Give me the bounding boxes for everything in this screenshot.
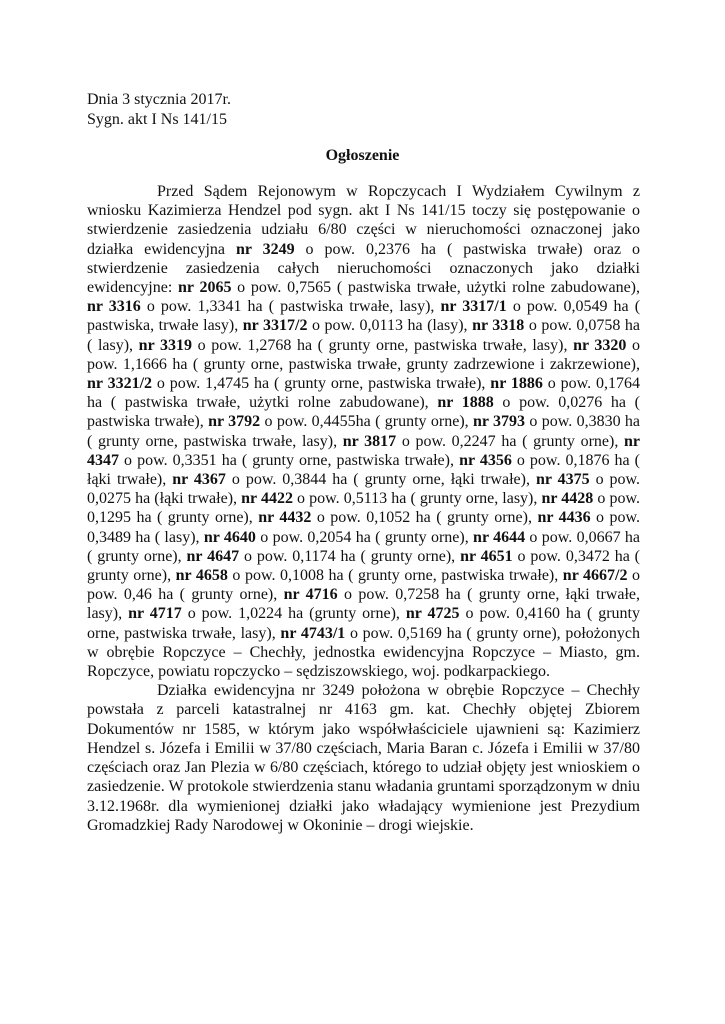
parcel-description: o pow. 0,0276 ha ( pastwiska trwałe), xyxy=(87,394,641,431)
parcel-number: nr 4716 xyxy=(283,586,338,604)
parcel-description: o pow. 0,0275 ha (łąki trwałe), xyxy=(87,471,641,508)
parcel-description: o pow. 0,0549 ha ( pastwiska, trwałe lasy), xyxy=(87,298,641,335)
parcel-description: o pow. 1,1666 ha ( grunty orne, pastwiska trwałe, grunty zadrzewione i zakrzewione), xyxy=(87,336,641,373)
parcel-number: nr 4432 xyxy=(258,509,312,527)
parcel-description: o pow. 0,0113 ha (lasy), xyxy=(307,317,468,335)
document-body xyxy=(87,182,640,835)
paragraph-parcels xyxy=(87,182,640,681)
parcel-number: nr 3793 xyxy=(473,413,526,431)
parcel-description: o pow. 0,4160 ha ( grunty orne, pastwiska trwałe, lasy), xyxy=(87,605,640,642)
parcel-spacer xyxy=(225,241,236,258)
parcel-number: nr 4367 xyxy=(172,471,226,489)
document-title: Ogłoszenie xyxy=(325,147,400,164)
parcel-description: o pow. 0,7258 ha ( grunty orne, łąki trwałe, lasy), xyxy=(87,586,640,623)
parcel-number: nr 4644 xyxy=(473,528,526,546)
parcel-number: nr 4436 xyxy=(537,509,591,527)
parcel-description: o pow. 0,7565 ( pastwiska trwałe, użytki rolne zabudowane), xyxy=(231,279,640,297)
parcel-number: nr 4347 xyxy=(87,432,640,469)
parcel-number: nr 4356 xyxy=(459,451,512,469)
parcel-description: o pow. 0,4455ha ( grunty orne), xyxy=(260,413,469,431)
parcel-description: o pow. 0,1764 ha ( pastwiska trwałe, użytki rolne zabudowane), xyxy=(87,375,641,412)
case-reference: Sygn. akt I Ns 141/15 xyxy=(87,111,227,128)
parcel-number: nr 4647 xyxy=(186,547,240,565)
parcel-description: o pow. 0,3351 ha ( grunty orne, pastwiska trwałe), xyxy=(119,451,454,469)
parcel-description: o pow. 0,0667 ha ( grunty orne), xyxy=(87,528,641,565)
parcel-description: o pow. 0,3844 ha ( grunty orne, łąki trwałe), xyxy=(225,471,530,489)
parcel-description: o pow. 0,3472 ha ( grunty orne), xyxy=(87,547,641,585)
parcel-number: nr 4428 xyxy=(541,490,594,508)
parcel-number: nr 4667/2 xyxy=(562,567,628,585)
parcel-number: nr 3249 xyxy=(235,240,295,258)
paragraph-intro: Przed Sądem Rejonowym w Ropczycach I Wydziałem Cywilnym z wniosku Kazimierza Hendzel pod sygn. akt I Ns 141/15 toczy się postępowanie o stwierdzenie zasiedzenia udziału 6/80 części w nieruchomości oznaczonej jako działka ewidencyjna xyxy=(87,183,640,258)
parcel-number: nr 4375 xyxy=(535,471,590,489)
document-header xyxy=(87,90,231,130)
parcel-description: o pow. 0,1295 ha ( grunty orne), xyxy=(87,490,641,527)
parcel-number: nr 1886 xyxy=(490,375,543,393)
parcel-number: nr 3317/2 xyxy=(242,317,308,335)
parcel-description: o pow. 0,3489 ha ( lasy), xyxy=(87,509,641,546)
parcel-description: o pow. 0,1876 ha ( łąki trwałe), xyxy=(87,451,641,489)
parcel-description: o pow. 0,0758 ha ( lasy), xyxy=(87,317,641,354)
parcel-number: nr 2065 xyxy=(178,279,232,297)
parcel-description: o pow. 1,2768 ha ( grunty orne, pastwiska trwałe, lasy), xyxy=(192,336,568,354)
parcel-number: nr 4422 xyxy=(241,490,293,508)
parcel-number: nr 3318 xyxy=(472,317,525,335)
parcel-description: o pow. 0,1052 ha ( grunty orne), xyxy=(311,509,532,527)
parcel-number: nr 3316 xyxy=(87,298,141,316)
parcel-number: nr 4658 xyxy=(175,567,228,585)
parcel-number: nr 3320 xyxy=(573,336,627,354)
parcel-number: nr 4640 xyxy=(203,528,256,546)
paragraph-history: Działka ewidencyjna nr 3249 położona w obrębie Ropczyce – Chechły powstała z parceli katastralnej nr 4163 gm. kat. Chechły objętej Zbiorem Dokumentów nr 1585, w którym jako współwłaściciele ujawnieni są: Kazimierz Hendzel s. Józefa i Emilii w 37/80 częściach, Maria Baran c. Józefa i Emilii w 37/80 częściach oraz Jan Plezia w 6/80 częściach, którego to udział objęty jest wnioskiem o zasiedzenie. W protokole stwierdzenia stanu władania gruntami sporządzonym w dniu 3.12.1968r. dla wymienionej działki jako władający wymienione jest Prezydium Gromadzkiej Rady Narodowej w Okoninie – drogi wiejskie. xyxy=(87,682,641,834)
parcel-number: nr 3317/1 xyxy=(440,298,507,316)
parcel-description: o pow. 1,0224 ha (grunty orne), xyxy=(181,605,400,623)
parcel-description: o pow. 0,1174 ha ( grunty orne), xyxy=(239,547,456,565)
parcel-number: nr 3319 xyxy=(138,336,192,354)
parcel-number: nr 3817 xyxy=(342,432,397,450)
parcel-description: o pow. 0,1008 ha ( grunty orne, pastwiska trwałe), xyxy=(227,567,559,585)
parcel-description: o pow. 0,2247 ha ( grunty orne), xyxy=(396,432,619,450)
parcel-number: nr 4743/1 xyxy=(280,624,346,642)
parcel-description: o pow. 0,3830 ha ( grunty orne, pastwiska trwałe, lasy), xyxy=(87,413,641,450)
parcel-description: o pow. 0,46 ha ( grunty orne), xyxy=(87,567,641,604)
parcel-description: o pow. 0,2054 ha ( grunty orne), xyxy=(255,528,469,546)
parcel-description: o pow. 0,5169 ha ( grunty orne), położonych w obrębie Ropczyce – Chechły, jednostka ewidencyjna Ropczyce – Miasto, gm. Ropczyce, powiatu ropczycko – sędziszowskiego, woj. podkarpackiego. xyxy=(87,624,641,681)
parcel-number: nr 1888 xyxy=(437,394,494,412)
parcel-number: nr 3321/2 xyxy=(87,375,153,393)
parcel-number: nr 4725 xyxy=(405,605,460,623)
date-line: Dnia 3 stycznia 2017r. xyxy=(87,91,231,108)
parcel-number: nr 3792 xyxy=(208,413,261,431)
parcel-description: o pow. 1,3341 ha ( pastwiska trwałe, lasy), xyxy=(140,298,435,316)
parcel-description: o pow. 1,4745 ha ( grunty orne, pastwiska trwałe), xyxy=(152,375,486,393)
parcel-description: o pow. 0,2376 ha ( pastwiska trwałe) oraz o stwierdzenie zasiedzenia całych nieruchomości oznaczonych jako działki ewidencyjne: xyxy=(87,240,640,297)
parcel-number: nr 4717 xyxy=(128,605,182,623)
parcel-description: o pow. 0,5113 ha ( grunty orne, lasy), xyxy=(292,490,538,508)
parcel-number: nr 4651 xyxy=(460,547,513,565)
